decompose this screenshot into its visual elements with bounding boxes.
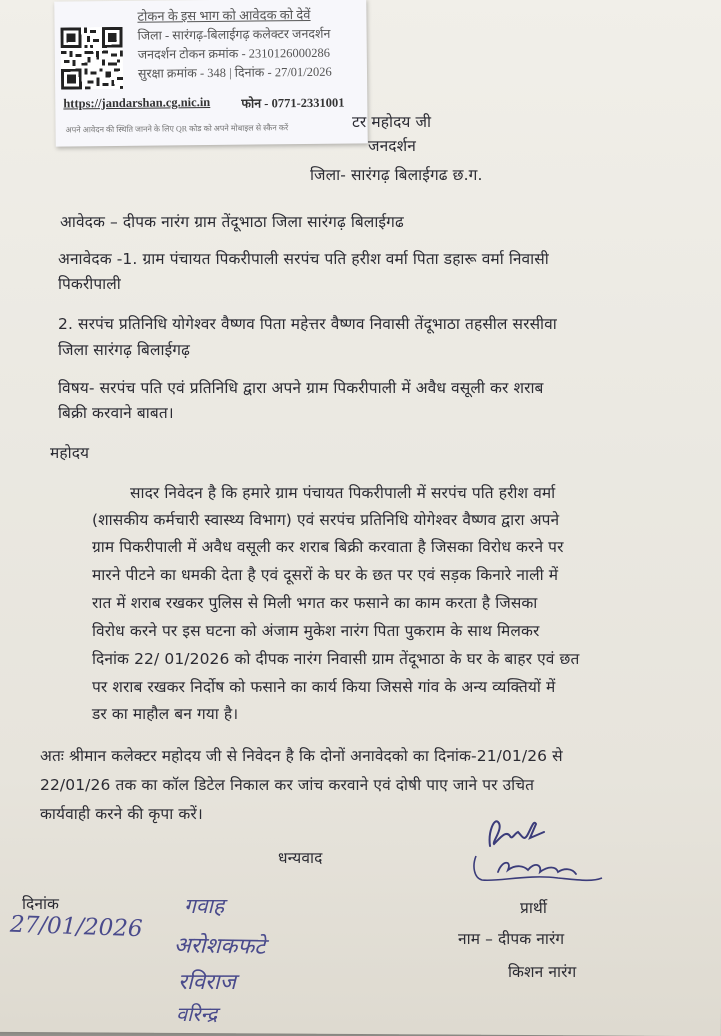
- token-district: जिला - सारंगढ़-बिलाईगढ़ कलेक्टर जनदर्शन: [137, 26, 331, 43]
- thanks-text: धन्यवाद: [278, 849, 323, 867]
- handwritten-date: 27/01/2026: [9, 911, 143, 943]
- request-line: अतः श्रीमान कलेक्टर महोदय जी से निवेदन है कि दोनों अनावेदको का दिनांक-21/01/26 से: [40, 747, 563, 765]
- salutation: महोदय: [50, 444, 90, 462]
- body-line: विरोध करने पर इस घटना को अंजाम मुकेश नारंग पिता पुकराम के साथ मिलकर: [92, 622, 540, 640]
- signature-1-mark: [484, 812, 554, 852]
- request-line: 22/01/26 तक का कॉल डिटेल निकाल कर जांच करवाने एवं दोषी पाए जाने पर उचित: [40, 776, 535, 794]
- name-line-1: नाम – दीपक नारंग: [458, 930, 565, 948]
- subject-cont: बिक्री करवाने बाबत।: [58, 404, 174, 422]
- applicant-line: आवेदक – दीपक नारंग ग्राम तेंदूभाठा जिला सारंगढ़ बिलाईगढ: [60, 213, 404, 231]
- body-line: दिनांक 22/ 01/2026 को दीपक नारंग निवासी ग्राम तेंदूभाठा के घर के बाहर एवं छत: [92, 650, 580, 668]
- signature-2-mark: [468, 852, 608, 892]
- handwritten-witness-1: अरोशकफटे: [173, 933, 266, 960]
- qr-code-icon: [61, 27, 124, 90]
- request-line: कार्यवाही करने की कृपा करें।: [40, 805, 203, 823]
- body-line: ग्राम पिकरीपाली में अवैध वसूली कर शराब बिक्री करवाता है जिसका विरोध करने पर: [92, 538, 564, 556]
- addressee-jandarshan: जनदर्शन: [368, 137, 416, 155]
- addressee-district: जिला- सारंगढ़ बिलाईगढ छ.ग.: [310, 166, 483, 184]
- name-line-2: किशन नारंग: [508, 963, 577, 981]
- body-line: सादर निवेदन है कि हमारे ग्राम पंचायत पिकरीपाली में सरपंच पति हरीश वर्मा: [130, 484, 556, 502]
- subject-line: विषय- सरपंच पति एवं प्रतिनिधि द्वारा अपने ग्राम पिकरीपाली में अवैध वसूली कर शराब: [58, 379, 544, 397]
- handwritten-witness-heading: गवाह: [184, 894, 225, 918]
- body-line: डर का माहौल बन गया है।: [92, 705, 239, 723]
- addressee-line: टर महोदय जी: [352, 113, 432, 131]
- jandarshan-token-slip: [54, 0, 368, 147]
- respondent-1-line: अनावेदक -1. ग्राम पंचायत पिकरीपाली सरपंच पति हरीश वर्मा पिता डहारू वर्मा निवासी: [58, 250, 549, 268]
- respondent-2-cont: जिला सारंगढ़ बिलाईगढ़: [58, 341, 190, 359]
- handwritten-witness-3: वरिन्द्र: [176, 1002, 218, 1026]
- token-phone: फोन - 0771-2331001: [241, 95, 345, 111]
- body-line: (शासकीय कर्मचारी स्वास्थ्य विभाग) एवं सरपंच प्रतिनिधि योगेश्वर वैष्णव द्वारा अपने: [92, 511, 560, 529]
- token-heading: टोकन के इस भाग को आवेदक को देवें: [137, 6, 311, 24]
- token-note: अपने आवेदन की स्थिति जानने के लिए QR कोड को अपने मोबाइल से स्कैन करें: [65, 123, 289, 135]
- handwritten-witness-2: रविराज: [178, 970, 236, 995]
- body-line: पर शराब रखकर निर्दोष को फसाने का कार्य किया जिससे गांव के अन्य व्यक्तियों में: [92, 678, 556, 696]
- applicant-label: प्रार्थी: [520, 899, 547, 917]
- token-url: https://jandarshan.cg.nic.in: [63, 95, 211, 111]
- date-label: दिनांक: [22, 895, 60, 913]
- body-line: रात में शराब रखकर पुलिस से मिली भगत कर फसाने का काम करता है जिसका: [92, 594, 538, 612]
- respondent-2-line: 2. सरपंच प्रतिनिधि योगेश्वर वैष्णव पिता महेत्तर वैष्णव निवासी तेंदूभाठा तहसील सरसीवा: [58, 315, 557, 333]
- token-number: जनदर्शन टोकन क्रमांक - 2310126000286: [137, 45, 331, 62]
- body-line: मारने पीटने का धमकी देता है एवं दूसरों के घर के छत पर एवं सड़क किनारे नाली में: [92, 566, 559, 584]
- respondent-1-cont: पिकरीपाली: [58, 275, 121, 293]
- token-serial-date: सुरक्षा क्रमांक - 348 | दिनांक - 27/01/2026: [137, 64, 332, 81]
